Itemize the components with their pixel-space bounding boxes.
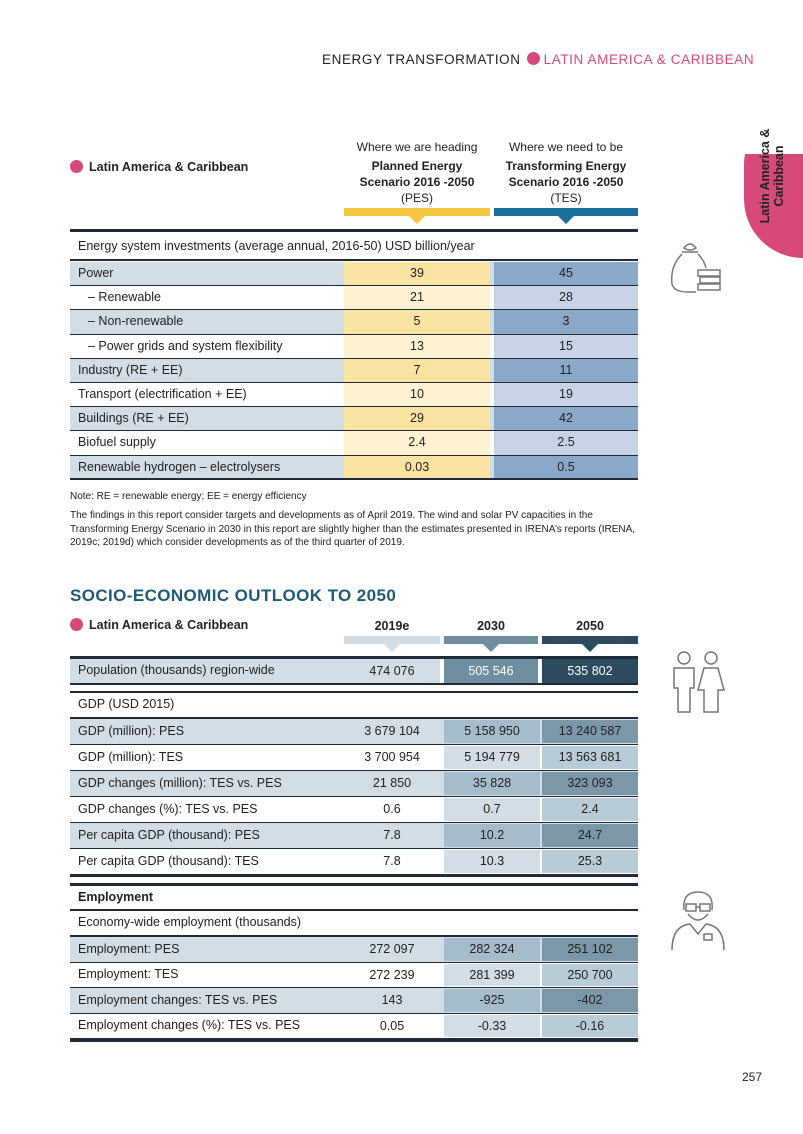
- data-row-value: 2.4: [542, 798, 638, 821]
- year-header-2050: 2050: [576, 619, 604, 633]
- tes-bar: [494, 208, 638, 216]
- pes-bar: [344, 208, 490, 216]
- side-tab-line2: Caribbean: [772, 145, 786, 207]
- data-row-value: 5 158 950: [444, 720, 540, 743]
- investment-row: [70, 431, 638, 455]
- tes-head-line2: Transforming Energy: [505, 159, 627, 173]
- year-arrow-2050-icon: [582, 644, 598, 652]
- emp-bottom-rule: [70, 1039, 638, 1042]
- pes-column-header: [344, 139, 490, 206]
- pes-head-line2: Planned Energy: [371, 159, 463, 173]
- employment-subtitle: Economy-wide employment (thousands): [78, 915, 302, 929]
- investment-pes-value: 13: [344, 335, 490, 358]
- data-row-label: Per capita GDP (thousand): TES: [78, 854, 259, 868]
- data-row: [70, 797, 638, 823]
- investment-tes-value: 11: [494, 359, 638, 382]
- data-row-value: 7.8: [344, 850, 440, 873]
- data-row-label: Employment changes (%): TES vs. PES: [78, 1018, 301, 1033]
- data-row-value: 3 679 104: [344, 720, 440, 743]
- investment-pes-value: 2.4: [344, 431, 490, 454]
- year-arrow-2030-icon: [483, 644, 499, 652]
- investment-pes-value: 5: [344, 310, 490, 333]
- page-header: [322, 52, 754, 67]
- data-row-label: GDP changes (million): TES vs. PES: [78, 776, 282, 790]
- data-row-value: -0.16: [542, 1015, 638, 1038]
- investment-row: [70, 335, 638, 359]
- year-bar-2050: [542, 636, 638, 644]
- data-row-label: GDP (million): PES: [78, 724, 185, 738]
- investment-row: [70, 286, 638, 310]
- investment-row: [70, 383, 638, 407]
- data-row-value: -402: [542, 989, 638, 1012]
- data-row-value: 10.3: [444, 850, 540, 873]
- pes-head-line4: (PES): [400, 191, 433, 205]
- side-tab-label: [758, 120, 786, 232]
- socio-title: SOCIO-ECONOMIC OUTLOOK TO 2050: [70, 586, 397, 605]
- pes-arrow-icon: [409, 216, 425, 224]
- table-top-rule: [70, 229, 638, 232]
- investment-row: [70, 359, 638, 383]
- data-row-label: GDP changes (%): TES vs. PES: [78, 802, 258, 816]
- socio-region-legend: [70, 618, 248, 632]
- investment-tes-value: 19: [494, 383, 638, 406]
- pes-head-line3: Scenario 2016 -2050: [359, 175, 475, 189]
- data-row-value: 13 563 681: [542, 746, 638, 769]
- data-row: [70, 849, 638, 875]
- data-row: [70, 823, 638, 849]
- tes-head-line1: Where we need to be: [508, 140, 624, 154]
- investment-row-label: Industry (RE + EE): [78, 362, 183, 377]
- year-header-2030: 2030: [477, 619, 505, 633]
- investment-row-label: Power: [78, 266, 114, 280]
- data-row-value: 250 700: [542, 964, 638, 987]
- data-row-value: 3 700 954: [344, 746, 440, 769]
- note-findings: The findings in this report consider targets and developments as of April 2019. The wind and solar PV capacities in the Transforming Energy Scenario in 2030 in this report are slightly higher than the estimates presented in IRENA’s reports (IRENA, 2019c; 2019d) which consider developments as of the third quarter of 2019.: [70, 510, 636, 548]
- investment-tes-value: 2.5: [494, 431, 638, 454]
- year-bar-2019: [344, 636, 440, 644]
- worker-icon: [668, 888, 728, 952]
- data-row-value: 25.3: [542, 850, 638, 873]
- data-row-value: -0.33: [444, 1015, 540, 1038]
- data-row: [70, 1014, 638, 1040]
- investment-row: [70, 456, 638, 480]
- data-row-value: 35 828: [444, 772, 540, 795]
- investment-row-label: – Power grids and system flexibility: [88, 338, 283, 353]
- investment-row-label: Biofuel supply: [78, 435, 156, 450]
- table-title-rule: [70, 259, 638, 261]
- data-row: [70, 988, 638, 1014]
- tes-arrow-icon: [558, 216, 574, 224]
- investments-title: Energy system investments (average annual, 2016-50) USD billion/year: [78, 239, 475, 253]
- emp-top-rule: [70, 883, 638, 886]
- data-row-value: 143: [344, 989, 440, 1012]
- socio-region-label: Latin America & Caribbean: [89, 618, 249, 632]
- year-arrow-2019-icon: [384, 644, 400, 652]
- page-number: 257: [742, 1070, 763, 1084]
- money-bag-icon: [664, 236, 724, 296]
- header-dot-icon: [527, 52, 540, 65]
- data-row: [70, 963, 638, 989]
- investment-pes-value: 29: [344, 407, 490, 430]
- data-row: [70, 745, 638, 771]
- pop-bottom-rule: [70, 683, 638, 685]
- employment-title: Employment: [78, 890, 154, 904]
- data-row-value: 251 102: [542, 938, 638, 961]
- investment-row: [70, 407, 638, 431]
- investment-pes-value: 39: [344, 262, 490, 285]
- tes-head-line3: Scenario 2016 -2050: [508, 175, 624, 189]
- tes-head-line4: (TES): [550, 191, 582, 205]
- data-row-value: 7.8: [344, 824, 440, 847]
- investment-pes-value: 0.03: [344, 456, 490, 479]
- investment-row-label: – Renewable: [88, 290, 161, 305]
- tes-column-header: [494, 139, 638, 206]
- people-icon: [668, 650, 728, 714]
- data-row-value: 272 097: [344, 938, 440, 961]
- emp-title-rule: [70, 909, 638, 911]
- data-row-value: 323 093: [542, 772, 638, 795]
- investment-tes-value: 45: [494, 262, 638, 285]
- investment-tes-value: 42: [494, 407, 638, 430]
- data-row-value: 0.7: [444, 798, 540, 821]
- pop-2019: 474 076: [344, 659, 440, 683]
- data-row-value: 272 239: [344, 964, 440, 987]
- data-row: [70, 937, 638, 963]
- pop-2050: 535 802: [542, 659, 638, 683]
- investment-row-label: Renewable hydrogen – electrolysers: [78, 459, 281, 474]
- gdp-title: GDP (USD 2015): [78, 697, 175, 711]
- investment-tes-value: 15: [494, 335, 638, 358]
- pop-2030: 505 546: [444, 659, 538, 683]
- investment-tes-value: 3: [494, 310, 638, 333]
- header-region: LATIN AMERICA & CARIBBEAN: [543, 52, 755, 67]
- data-row-value: -925: [444, 989, 540, 1012]
- note-abbrev: Note: RE = renewable energy; EE = energy efficiency: [70, 491, 307, 502]
- data-row-value: 281 399: [444, 964, 540, 987]
- data-row-value: 282 324: [444, 938, 540, 961]
- pes-head-line1: Where we are heading: [356, 140, 478, 154]
- data-row-label: Employment: TES: [78, 967, 179, 982]
- header-section: ENERGY TRANSFORMATION: [322, 52, 521, 67]
- data-row: [70, 719, 638, 745]
- investment-row: [70, 310, 638, 334]
- year-header-2019: 2019e: [374, 619, 410, 633]
- data-row-value: 24.7: [542, 824, 638, 847]
- gdp-bottom-rule: [70, 875, 638, 877]
- investment-row: [70, 262, 638, 286]
- table-bottom-rule: [70, 478, 638, 480]
- data-row-value: 0.6: [344, 798, 440, 821]
- investment-row-label: Transport (electrification + EE): [78, 387, 247, 401]
- investment-pes-value: 10: [344, 383, 490, 406]
- data-row-value: 13 240 587: [542, 720, 638, 743]
- data-row-label: Per capita GDP (thousand): PES: [78, 828, 260, 842]
- data-row-value: 10.2: [444, 824, 540, 847]
- socio-region-dot-icon: [70, 618, 83, 631]
- data-row-label: GDP (million): TES: [78, 750, 184, 764]
- region-dot-icon: [70, 160, 83, 173]
- investment-pes-value: 7: [344, 359, 490, 382]
- region-legend: [70, 160, 248, 174]
- side-tab-line1: Latin America &: [758, 128, 772, 224]
- investment-tes-value: 28: [494, 286, 638, 309]
- investment-row-label: – Non-renewable: [88, 314, 184, 329]
- investment-tes-value: 0.5: [494, 456, 638, 479]
- gdp-top-rule: [70, 691, 638, 693]
- year-bar-2030: [444, 636, 538, 644]
- data-row-value: 5 194 779: [444, 746, 540, 769]
- investment-pes-value: 21: [344, 286, 490, 309]
- data-row-label: Employment changes: TES vs. PES: [78, 992, 278, 1007]
- data-row-value: 0.05: [344, 1015, 440, 1038]
- data-row-value: 21 850: [344, 772, 440, 795]
- data-row-label: Employment: PES: [78, 941, 180, 956]
- population-label: Population (thousands) region-wide: [78, 663, 275, 677]
- data-row: [70, 771, 638, 797]
- investment-row-label: Buildings (RE + EE): [78, 411, 189, 426]
- region-label: Latin America & Caribbean: [89, 160, 249, 174]
